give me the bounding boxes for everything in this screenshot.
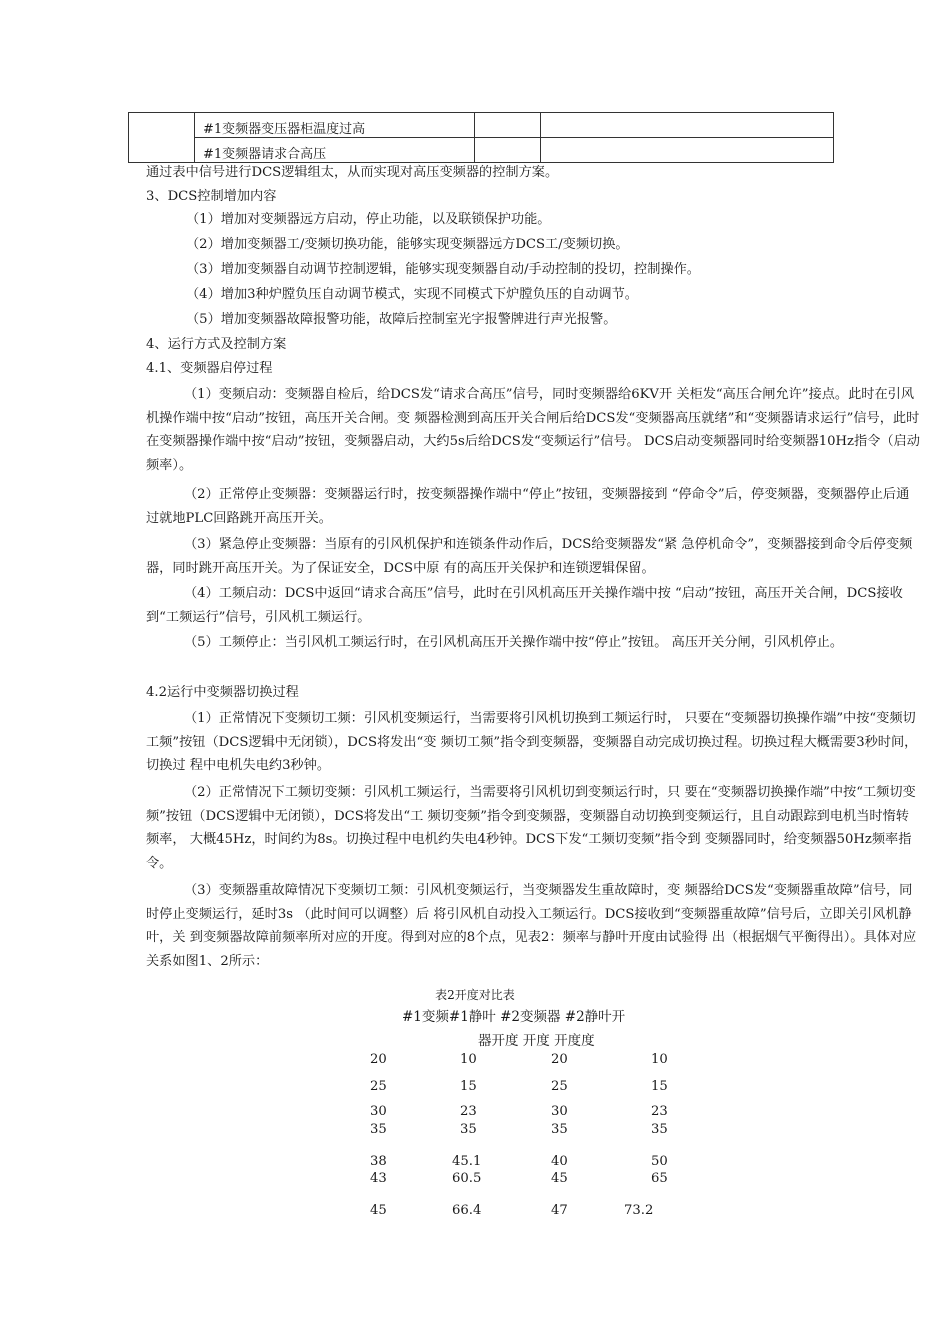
table-cell: 47 [551,1203,568,1218]
table-cell: 15 [651,1079,668,1094]
paragraph: （1）变频启动：变频器自检后，给DCS发“请求合高压”信号，同时变频器给6KV开 关柜发“高压合闸允许”接点。此时在引风机操作端中按“启动”按钮，高压开关合闸。变 频器检测到高压开关合闸后给DCS发“变频器高压就绪”和“变频器请求运行”信号，此时 在变频器操作端中按“启动”按钮，变频器启动，大约5s后给DCS发“变频运行”信号。 DCS启动变频器同时给变频器10Hz指令（启动频率）。 [146,387,920,473]
table-cell: 43 [370,1171,387,1186]
intro-text: 通过表中信号进行DCS逻辑组太，从而实现对高压变频器的控制方案。 [146,165,559,180]
list-item: （5）增加变频器故障报警功能，故障后控制室光字报警牌进行声光报警。 [186,312,617,327]
table-cell: 45 [551,1171,568,1186]
table-cell: 35 [651,1122,668,1137]
table-cell [541,113,834,138]
table-cell: 66.4 [452,1203,482,1218]
table-2-header: 器开度 开度 开度度 [478,1033,595,1049]
list-item: （2）增加变频器工/变频切换功能，能够实现变频器远方DCS工/变频切换。 [186,237,629,252]
table-cell: 15 [460,1079,477,1094]
table-cell: 65 [651,1171,668,1186]
table-cell [475,138,541,163]
table-2-caption: 表2开度对比表 [435,988,515,1002]
table-cell: 10 [651,1052,668,1067]
table-cell [475,113,541,138]
paragraph: （5）工频停止：当引风机工频运行时，在引风机高压开关操作端中按“停止”按钮。 高压开关分闸，引风机停止。 [184,635,844,650]
table-2-header: #1变频#1静叶 #2变频器 #2静叶开 [402,1009,626,1025]
table-cell: 30 [370,1104,387,1119]
paragraph: （2）正常情况下工频切变频：引风机工频运行，当需要将引风机切到变频运行时，只 要在“变频器切换操作端”中按“工频切变频”按钮（DCS逻辑中无闭锁），DCS将发出“工 频切变频”指令到变频器，变频器自动切换到变频运行，且自动跟踪到电机当时惰转频率， 大概45Hz，时间约为8s。切换过程中电机约失电4秒钟。DCS下发“工频切变频”指令到 变频器同时，给变频器50Hz频率指令。 [146,785,916,871]
table-cell: 25 [551,1079,568,1094]
table-cell: 23 [651,1104,668,1119]
table-cell [541,138,834,163]
table-cell: 23 [460,1104,477,1119]
section-4-2-title: 4.2运行中变频器切换过程 [146,685,299,700]
table-cell: 25 [370,1079,387,1094]
section-4-title: 4、运行方式及控制方案 [146,337,287,352]
section-3-title: 3、DCS控制增加内容 [146,189,277,204]
table-cell: 60.5 [452,1171,482,1186]
paragraph: （3）紧急停止变频器：当原有的引风机保护和连锁条件动作后，DCS给变频器发“紧 急停机命令”，变频器接到命令后停变频器，同时跳开高压开关。为了保证安全，DCS中原 有的高压开关保护和连锁逻辑保留。 [146,537,913,576]
table-cell: 73.2 [624,1203,654,1218]
paragraph: （4）工频启动：DCS中返回“请求合高压”信号，此时在引风机高压开关操作端中按 “启动”按钮，高压开关合闸，DCS接收到“工频运行”信号，引风机工频运行。 [146,586,903,625]
table-cell: 35 [551,1122,568,1137]
table-cell: 30 [551,1104,568,1119]
list-item: （1）增加对变频器远方启动，停止功能，以及联锁保护功能。 [186,212,551,227]
table-cell: 45 [370,1203,387,1218]
list-item: （4）增加3种炉膛负压自动调节模式，实现不同模式下炉膛负压的自动调节。 [186,287,638,302]
signal-table [128,112,834,163]
table-cell: 40 [551,1154,568,1169]
paragraph: （1）正常情况下变频切工频：引风机变频运行，当需要将引风机切换到工频运行时， 只要在“变频器切换操作端”中按“变频切工频”按钮（DCS逻辑中无闭锁），DCS将发出“变 频切工频”指令到变频器，变频器自动完成切换过程。切换过程大概需要3秒时间，切换过 程中电机失电约3秒钟。 [146,711,918,773]
table-cell: 35 [370,1122,387,1137]
list-item: （3）增加变频器自动调节控制逻辑，能够实现变频器自动/手动控制的投切，控制操作。 [186,262,700,277]
table-cell: 10 [460,1052,477,1067]
table-row [129,113,834,138]
table-cell [129,113,195,163]
table-cell: 35 [460,1122,477,1137]
table-cell: #1变频器变压器柜温度过高 [195,113,475,138]
table-cell: 20 [370,1052,387,1067]
paragraph: （3）变频器重故障情况下变频切工频：引风机变频运行，当变频器发生重故障时，变 频器给DCS发“变频器重故障”信号，同时停止变频运行，延时3s （此时间可以调整）后 将引风机自动投入工频运行。DCS接收到“变频器重故障”信号后，立即关引风机静叶，关 到变频器故障前频率所对应的开度。得到对应的8个点，见表2：频率与静叶开度由试验得 出（根据烟气平衡得出）。具体对应关系如图1、2所示： [146,883,917,969]
paragraph: （2）正常停止变频器：变频器运行时，按变频器操作端中“停止”按钮，变频器接到 “停命令”后，停变频器，变频器停止后通过就地PLC回路跳开高压开关。 [146,487,910,526]
table-cell: 45.1 [452,1154,482,1169]
table-cell: #1变频器请求合高压 [195,138,475,163]
table-cell: 50 [651,1154,668,1169]
section-4-1-title: 4.1、变频器启停过程 [146,361,273,376]
table-row [129,138,834,163]
table-cell: 38 [370,1154,387,1169]
table-cell: 20 [551,1052,568,1067]
